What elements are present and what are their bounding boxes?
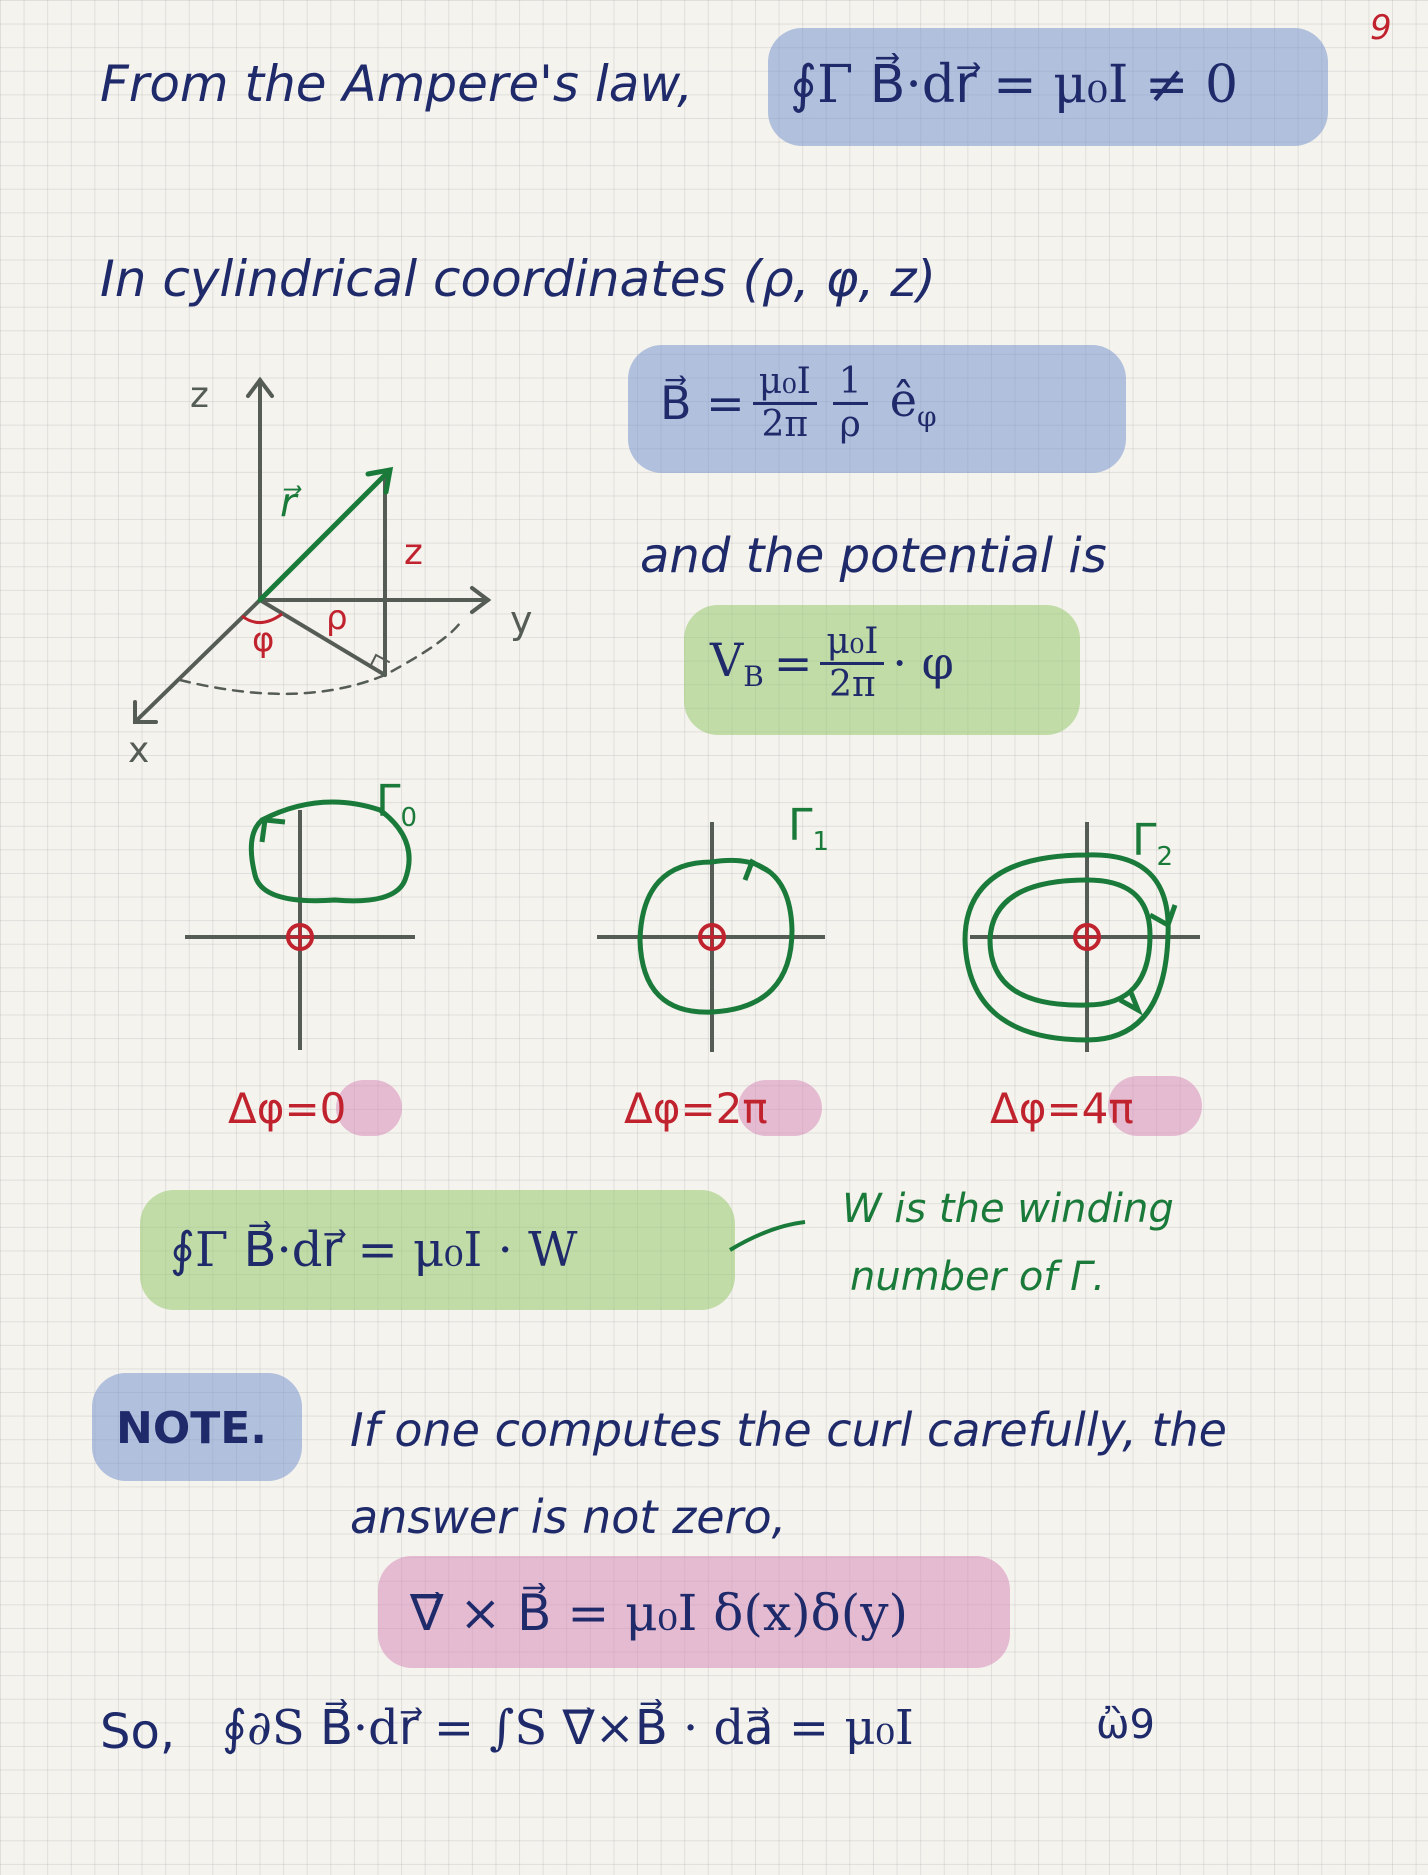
potential-equals: = (773, 636, 813, 691)
x-axis-label: x (128, 730, 150, 771)
loop-1-subscript: 1 (812, 826, 830, 857)
potential-intro-text: and the potential is (640, 528, 1107, 584)
ampere-law-equation: ∮Γ B⃗·dr⃗ = μ₀I ≠ 0 (790, 55, 1239, 115)
vector-label: r⃗ (280, 480, 297, 526)
winding-note-line1: W is the winding (842, 1186, 1174, 1232)
stokes-equation: ∮∂S B⃗·dr⃗ = ∫S ∇⃗×B⃗ · da⃗ = μ₀I (222, 1700, 914, 1756)
cylindrical-coordinates-text: In cylindrical coordinates (ρ, φ, z) (100, 250, 937, 308)
winding-note-line2: number of Γ. (850, 1254, 1106, 1300)
b-field-numerator: μ₀I (753, 362, 817, 405)
smiley-emoticon: ὢ9 (1096, 1702, 1155, 1748)
delta-0-value: 0 (319, 1084, 347, 1133)
delta-2-prefix: Δφ= (990, 1084, 1082, 1133)
y-axis-label: y (510, 598, 533, 642)
b-field-denominator-2: ρ (839, 403, 861, 445)
phi-label: φ (252, 620, 275, 660)
delta-2-value: 4π (1081, 1084, 1134, 1133)
note-line2: answer is not zero, (350, 1490, 787, 1544)
loop-2-subscript: 2 (1156, 841, 1174, 872)
b-field-numerator-2: 1 (833, 362, 868, 405)
height-label: z (404, 532, 423, 573)
potential-numerator: μ₀I (820, 622, 884, 665)
potential-rhs: · φ (892, 636, 954, 691)
potential-denominator: 2π (829, 663, 876, 705)
loop-0-subscript: 0 (400, 802, 418, 833)
delta-0-prefix: Δφ= (228, 1084, 320, 1133)
delta-1-value: 2π (715, 1084, 768, 1133)
note-label: NOTE. (116, 1403, 268, 1454)
winding-equation: ∮Γ B⃗·dr⃗ = μ₀I · W (170, 1222, 578, 1278)
page-number: 9 (1370, 8, 1392, 48)
potential-symbol: V (710, 633, 744, 687)
potential-subscript: B (743, 660, 764, 694)
ampere-intro-text: From the Ampere's law, (100, 55, 693, 113)
unit-vector-symbol: ê (889, 373, 917, 427)
loop-1-gamma: Γ (788, 800, 813, 851)
curl-equation: ∇⃗ × B⃗ = μ₀I δ(x)δ(y) (410, 1584, 908, 1642)
b-field-lhs: B⃗ = (660, 376, 745, 431)
z-axis-label: z (190, 375, 209, 416)
loop-0-gamma: Γ (376, 776, 401, 827)
delta-1-prefix: Δφ= (624, 1084, 716, 1133)
rho-label: ρ (326, 598, 348, 638)
note-line1: If one computes the curl carefully, the (350, 1403, 1227, 1457)
so-prefix: So, (100, 1704, 176, 1760)
unit-vector-subscript: φ (916, 400, 937, 434)
b-field-denominator: 2π (761, 403, 809, 445)
loop-2-gamma: Γ (1132, 815, 1157, 866)
